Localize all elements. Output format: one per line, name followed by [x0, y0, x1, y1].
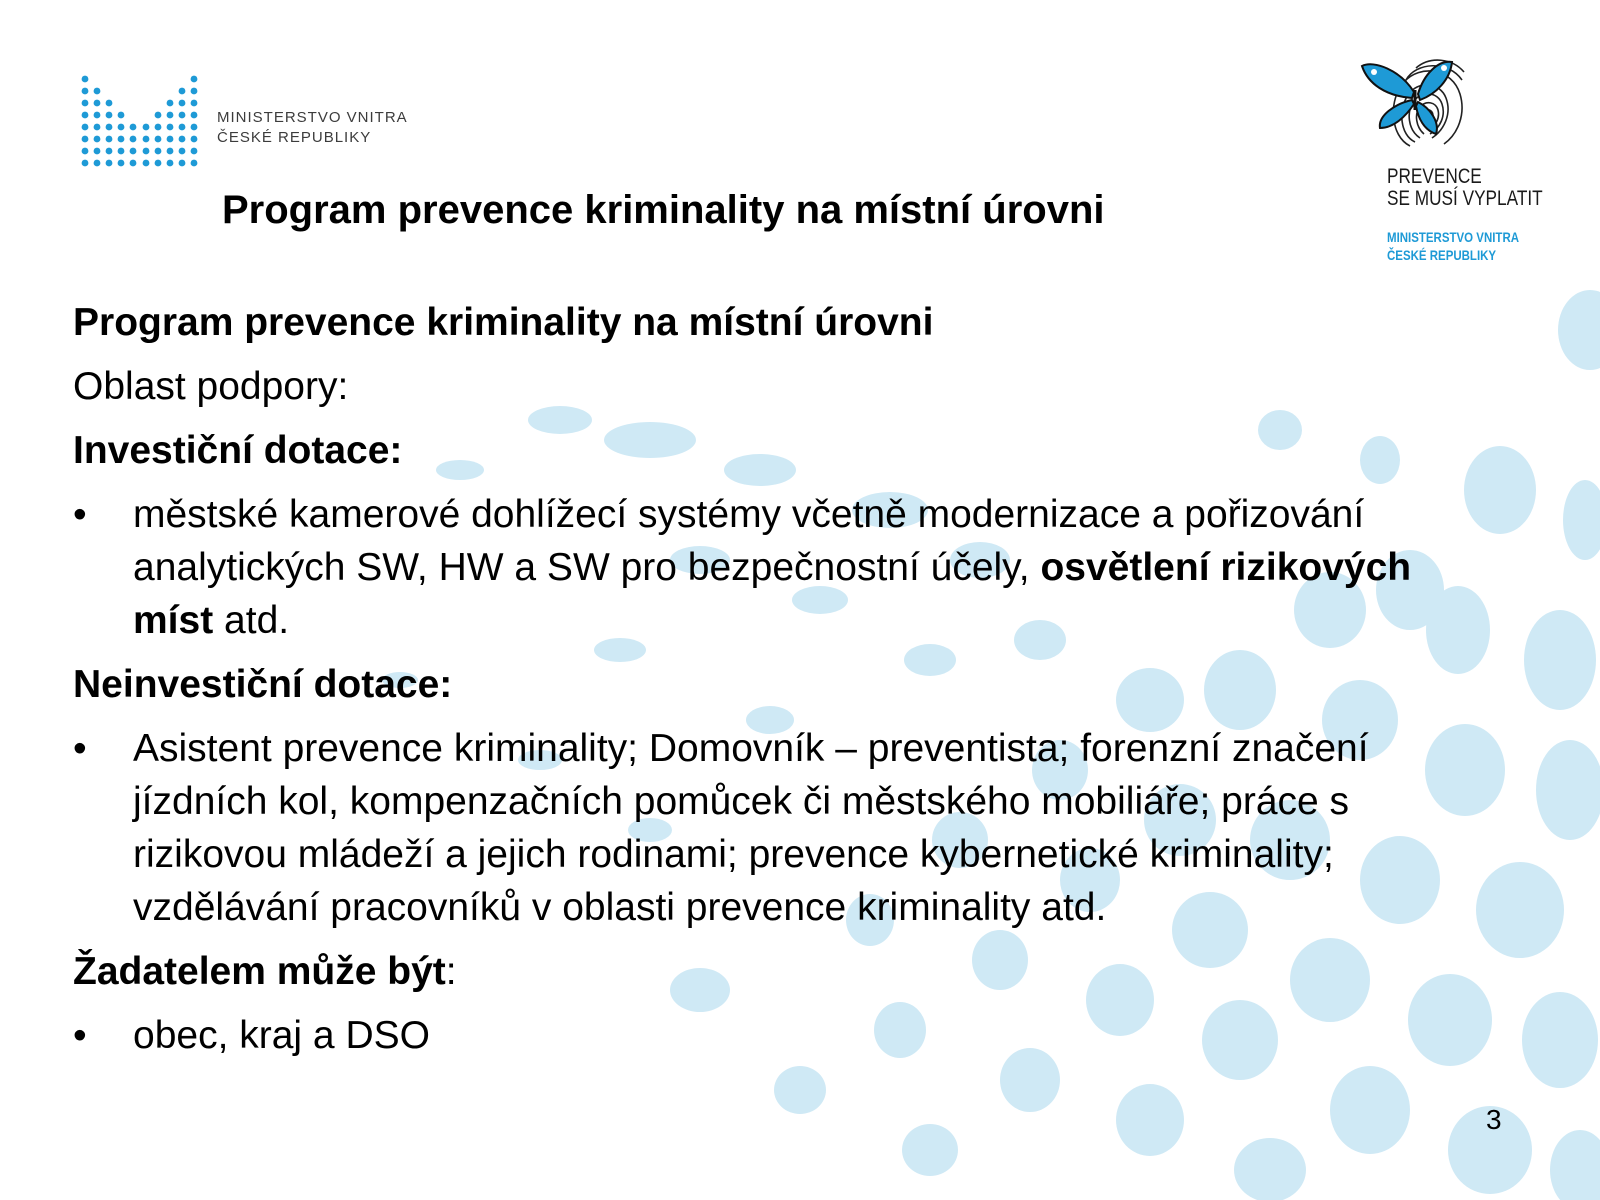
noninvestment-bullet-text: Asistent prevence kriminality; Domovník – preventista; forenzní značení jízdních kol, kompenzačních pomůcek či městského mobiliáře; práce s rizikovou mládeží a jejich rodinami; prevence kybernetické kriminality; vzdělávání pracovníků v oblasti prevence kriminality atd.: [133, 727, 1369, 929]
investment-bullet-bold: osvětlení rizikových míst: [133, 546, 1412, 642]
prevention-tagline-line2: SE MUSÍ VYPLATIT: [1387, 187, 1543, 210]
bullet-icon: •: [73, 493, 87, 536]
noninvestment-bullet: [73, 722, 1453, 934]
butterfly-fingerprint-icon: [1360, 50, 1470, 150]
support-label: Oblast podpory:: [73, 365, 349, 408]
investment-heading: Investiční dotace:: [73, 429, 403, 472]
investment-bullet: [73, 488, 1453, 647]
bullet-icon: •: [73, 1014, 87, 1057]
noninvestment-heading: Neinvestiční dotace:: [73, 663, 453, 706]
applicant-bullet: [73, 1009, 1453, 1062]
ministry-name-line2: ČESKÉ REPUBLIKY: [217, 129, 372, 146]
prevention-logo: [1360, 50, 1560, 270]
investment-bullet-tail: atd.: [224, 599, 290, 642]
slide-content: [73, 296, 1453, 1073]
prevention-ministry-name: [1387, 228, 1519, 264]
bullet-icon: •: [73, 727, 87, 770]
applicant-heading: [73, 945, 1453, 998]
ministry-name-line1: MINISTERSTVO VNITRA: [217, 109, 408, 126]
applicant-heading-colon: :: [445, 950, 457, 993]
prevention-tagline-line1: PREVENCE: [1387, 165, 1482, 188]
page-number: 3: [1486, 1104, 1502, 1135]
content-heading: Program prevence kriminality na místní úrovni: [73, 301, 934, 344]
ministry-logo: [80, 74, 440, 170]
ministry-name: [217, 108, 408, 148]
prevention-ministry-line1: MINISTERSTVO VNITRA: [1387, 229, 1520, 245]
investment-bullet-text: městské kamerové dohlížecí systémy včetně modernizace a pořizování analytických SW, HW a SW pro bezpečnostní účely,: [133, 493, 1365, 589]
applicant-heading-bold: Žadatelem může být: [73, 950, 446, 993]
slide-title: Program prevence kriminality na místní úrovni: [222, 188, 1105, 232]
prevention-ministry-line2: ČESKÉ REPUBLIKY: [1387, 247, 1497, 263]
prevention-tagline: [1387, 166, 1543, 210]
ministry-dots-icon: [80, 74, 205, 170]
applicant-bullet-text: obec, kraj a DSO: [133, 1014, 430, 1057]
